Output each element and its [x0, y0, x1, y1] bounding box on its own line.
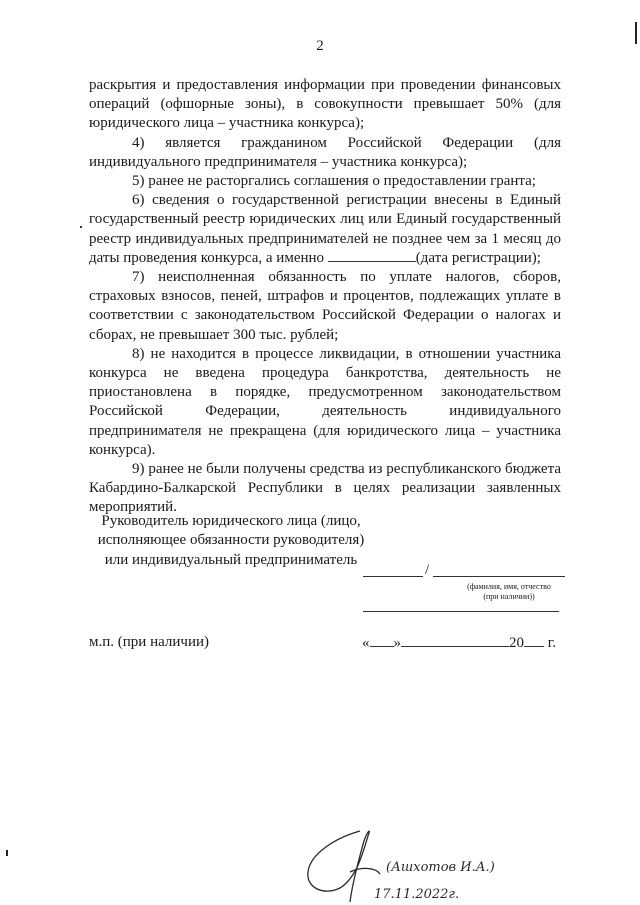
handwritten-date: 17.11.2022г.: [374, 887, 460, 902]
handwritten-signature: [290, 826, 530, 905]
extra-signature-line: [363, 611, 559, 612]
signature-separator: /: [425, 562, 430, 578]
date-close-quote: »: [393, 635, 401, 651]
year-blank: [524, 634, 544, 647]
name-caption-line-1: (фамилия, имя, отчество: [467, 582, 551, 591]
year-prefix: 20: [509, 635, 524, 651]
date-open-quote: «: [362, 635, 370, 651]
day-blank: [370, 634, 394, 647]
paragraph-item-9: 9) ранее не были получены средства из республиканского бюджета Кабардино-Балкарской Республики в целях реализации заявленных мероприятий.: [89, 461, 561, 516]
item-6-suffix: (дата регистрации);: [415, 249, 541, 266]
month-blank: [401, 634, 509, 647]
stamp-label: м.п. (при наличии): [89, 634, 209, 650]
page-number: 2: [316, 38, 324, 54]
paragraph-item-6: [89, 191, 561, 268]
scan-speck-mark: [80, 226, 82, 228]
paragraph-item-5: 5) ранее не расторгались соглашения о предоставлении гранта;: [132, 173, 536, 190]
signatory-title: Руководитель юридического лица (лицо, исполняющее обязанности руководителя) или индивидуальный предприниматель: [97, 513, 365, 568]
paragraph-item-8: 8) не находится в процессе ликвидации, в отношении участника конкурса не введена процедура банкротства, деятельность не приостановлена в порядке, предусмотренном законодательством Российской Федерации, деятельность индивидуального предпринимателя не прекращена (для юридического лица – участника конкурса).: [89, 345, 561, 458]
handwritten-name: (Ашхотов И.А.): [386, 860, 495, 875]
paragraph-continuation: раскрытия и предоставления информации при проведении финансовых операций (офшорные зоны), в совокупности превышает 50% (для юридического лица – участника конкурса);: [89, 77, 561, 132]
year-suffix: г.: [544, 635, 556, 651]
name-caption-line-2: (при наличии)): [483, 592, 535, 601]
paragraph-item-7: 7) неисполненная обязанность по уплате налогов, сборов, страховых взносов, пеней, штрафов и процентов, подлежащих уплате в соответствии с законодательством Российской Федерации о налогах и сборах, не превышает 300 тыс. рублей;: [89, 269, 561, 343]
scan-dot-mark: [6, 850, 8, 856]
name-caption: [449, 582, 569, 602]
registration-date-blank: [328, 249, 416, 262]
signature-line: [363, 576, 423, 577]
item-6-text: 6) сведения о государственной регистрации внесены в Единый государственный реестр юридических лиц или Единый государственный реестр индивидуальных предпринимателей не позднее чем за 1 месяц до даты проведения конкурса, а именно: [89, 192, 561, 266]
name-line: [433, 576, 565, 577]
date-field: [362, 634, 556, 652]
document-body: [89, 76, 561, 518]
paragraph-item-4: 4) является гражданином Российской Федерации (для индивидуального предпринимателя – участника конкурса);: [89, 134, 561, 170]
